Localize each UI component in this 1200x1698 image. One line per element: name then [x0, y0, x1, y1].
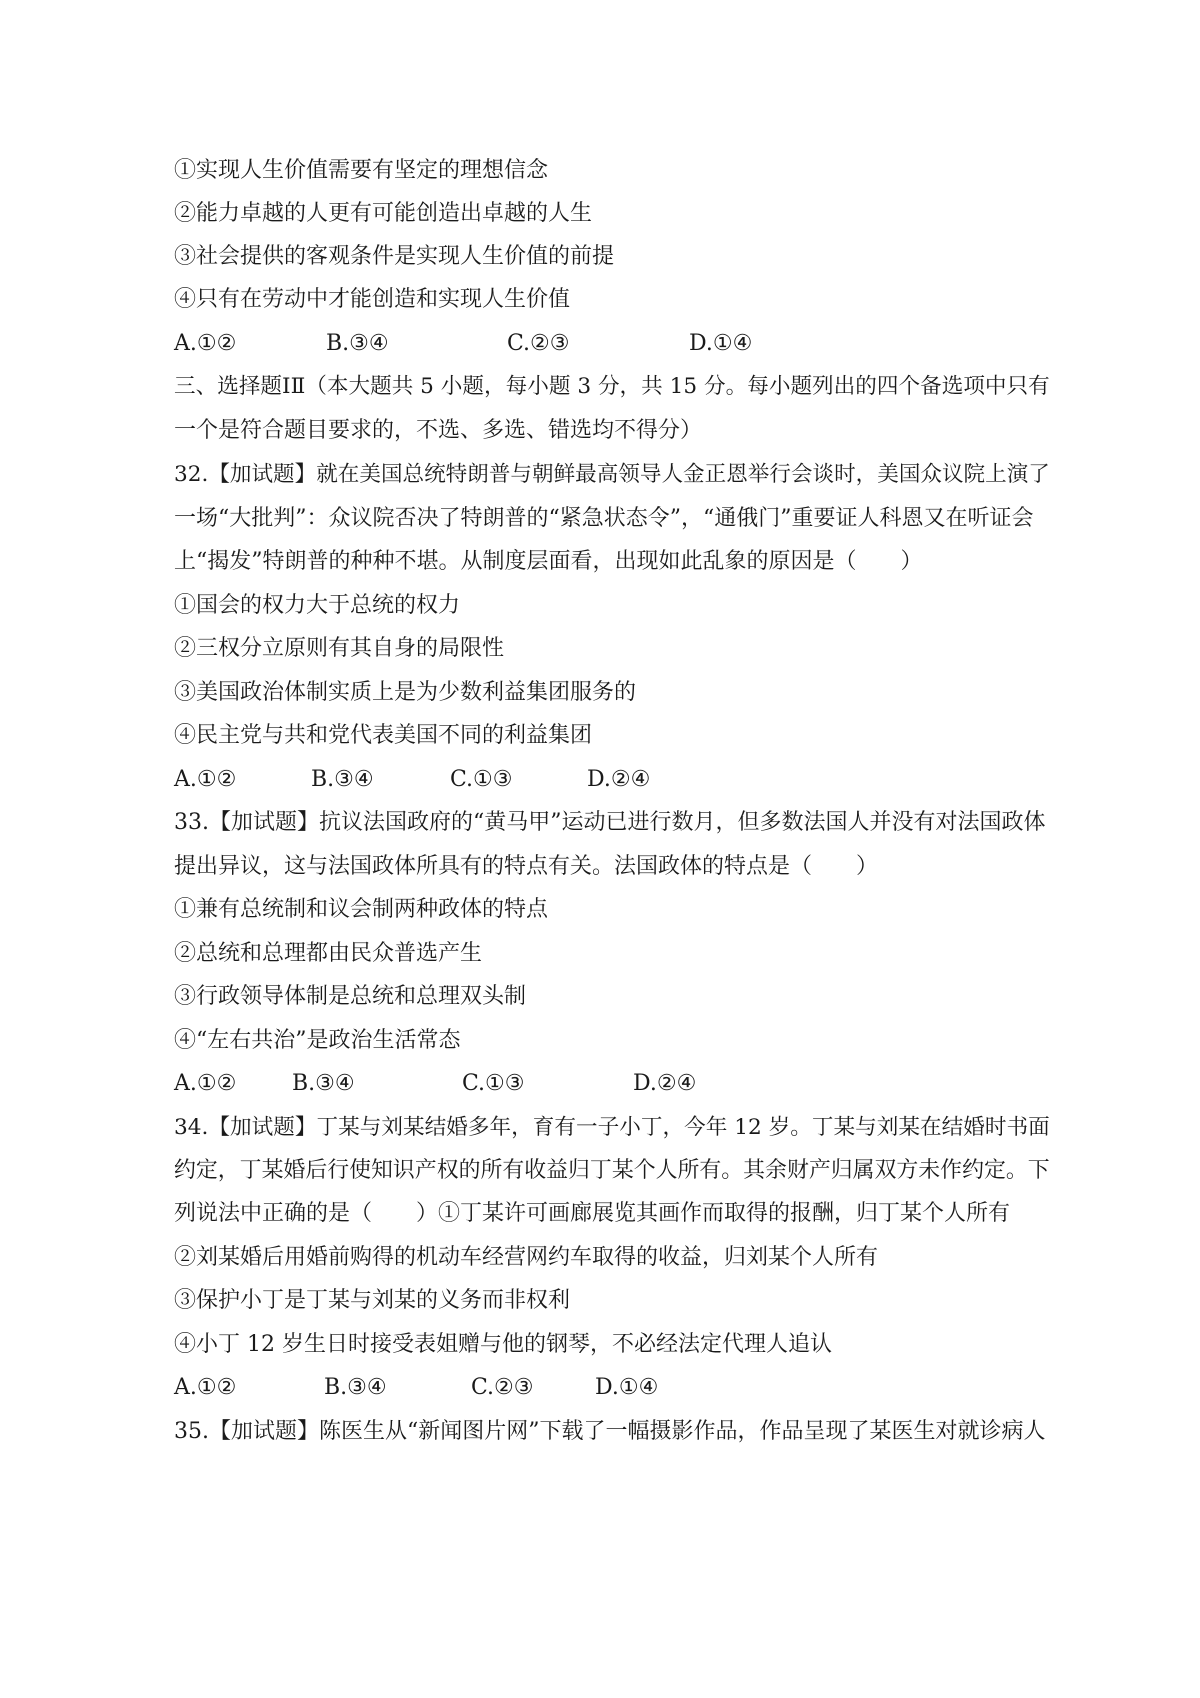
q32-stem-line-2: 一场“大批判”：众议院否决了特朗普的“紧急状态令”，“通俄门”重要证人科恩又在听证会	[174, 506, 1034, 531]
q34-item-4: ④小丁 12 岁生日时接受表姐赠与他的钢琴，不必经法定代理人追认	[174, 1332, 832, 1357]
q34-stem-line-2: 约定，丁某婚后行使知识产权的所有收益归丁某个人所有。其余财产归属双方未作约定。下	[174, 1158, 1050, 1183]
q32-option-b: B.③④	[311, 767, 374, 792]
section-heading-line-1: 三、选择题ⅠⅡ（本大题共 5 小题，每小题 3 分，共 15 分。每小题列出的四个备选项中只有	[174, 374, 1050, 399]
q34-item-2: ②刘某婚后用婚前购得的机动车经营网约车取得的收益，归刘某个人所有	[174, 1245, 879, 1270]
q31-options	[174, 329, 1074, 359]
q31-option-d: D.①④	[689, 331, 753, 356]
q32-stem-line-1: 32.【加试题】就在美国总统特朗普与朝鲜最高领导人金正恩举行会谈时，美国众议院上演了	[174, 462, 1050, 487]
q31-item-1: ①实现人生价值需要有坚定的理想信念	[174, 158, 549, 183]
q33-item-4: ④“左右共治”是政治生活常态	[174, 1028, 461, 1053]
q32-options	[174, 765, 1074, 795]
q34-item-3: ③保护小丁是丁某与刘某的义务而非权利	[174, 1288, 571, 1313]
q35-stem-line-1: 35.【加试题】陈医生从“新闻图片网”下载了一幅摄影作品，作品呈现了某医生对就诊病人	[174, 1419, 1046, 1444]
q32-item-1: ①国会的权力大于总统的权力	[174, 593, 461, 618]
q32-stem-line-3: 上“揭发”特朗普的种种不堪。从制度层面看，出现如此乱象的原因是（ ）	[174, 549, 923, 574]
q33-options	[174, 1069, 1074, 1099]
q34-option-c: C.②③	[471, 1375, 534, 1400]
q32-item-2: ②三权分立原则有其自身的局限性	[174, 636, 505, 661]
q34-stem-line-3: 列说法中正确的是（ ）①丁某许可画廊展览其画作而取得的报酬，归丁某个人所有	[174, 1201, 1011, 1226]
q32-item-3: ③美国政治体制实质上是为少数利益集团服务的	[174, 680, 637, 705]
q32-option-c: C.①③	[450, 767, 513, 792]
q31-item-2: ②能力卓越的人更有可能创造出卓越的人生	[174, 201, 593, 226]
q34-stem-line-1: 34.【加试题】丁某与刘某结婚多年，育有一子小丁，今年 12 岁。丁某与刘某在结婚时书面	[174, 1115, 1050, 1140]
q32-item-4: ④民主党与共和党代表美国不同的利益集团	[174, 723, 593, 748]
q33-stem-line-1: 33.【加试题】抗议法国政府的“黄马甲”运动已进行数月，但多数法国人并没有对法国政体	[174, 810, 1046, 835]
q34-option-a: A.①②	[174, 1375, 237, 1400]
q34-options	[174, 1373, 1074, 1403]
q31-option-c: C.②③	[507, 331, 570, 356]
q33-option-b: B.③④	[292, 1071, 355, 1096]
q32-option-d: D.②④	[587, 767, 651, 792]
q33-option-d: D.②④	[633, 1071, 697, 1096]
q33-stem-line-2: 提出异议，这与法国政体所具有的特点有关。法国政体的特点是（ ）	[174, 854, 879, 879]
q33-item-2: ②总统和总理都由民众普选产生	[174, 941, 483, 966]
q31-option-b: B.③④	[326, 331, 389, 356]
q33-option-a: A.①②	[174, 1071, 237, 1096]
q33-item-1: ①兼有总统制和议会制两种政体的特点	[174, 897, 549, 922]
q33-item-3: ③行政领导体制是总统和总理双头制	[174, 984, 527, 1009]
section-heading-line-2: 一个是符合题目要求的，不选、多选、错选均不得分）	[174, 418, 703, 443]
q31-item-3: ③社会提供的客观条件是实现人生价值的前提	[174, 244, 615, 269]
q34-option-b: B.③④	[324, 1375, 387, 1400]
q34-option-d: D.①④	[595, 1375, 659, 1400]
q32-option-a: A.①②	[174, 767, 237, 792]
q33-option-c: C.①③	[462, 1071, 525, 1096]
q31-option-a: A.①②	[174, 331, 237, 356]
q31-item-4: ④只有在劳动中才能创造和实现人生价值	[174, 287, 571, 312]
